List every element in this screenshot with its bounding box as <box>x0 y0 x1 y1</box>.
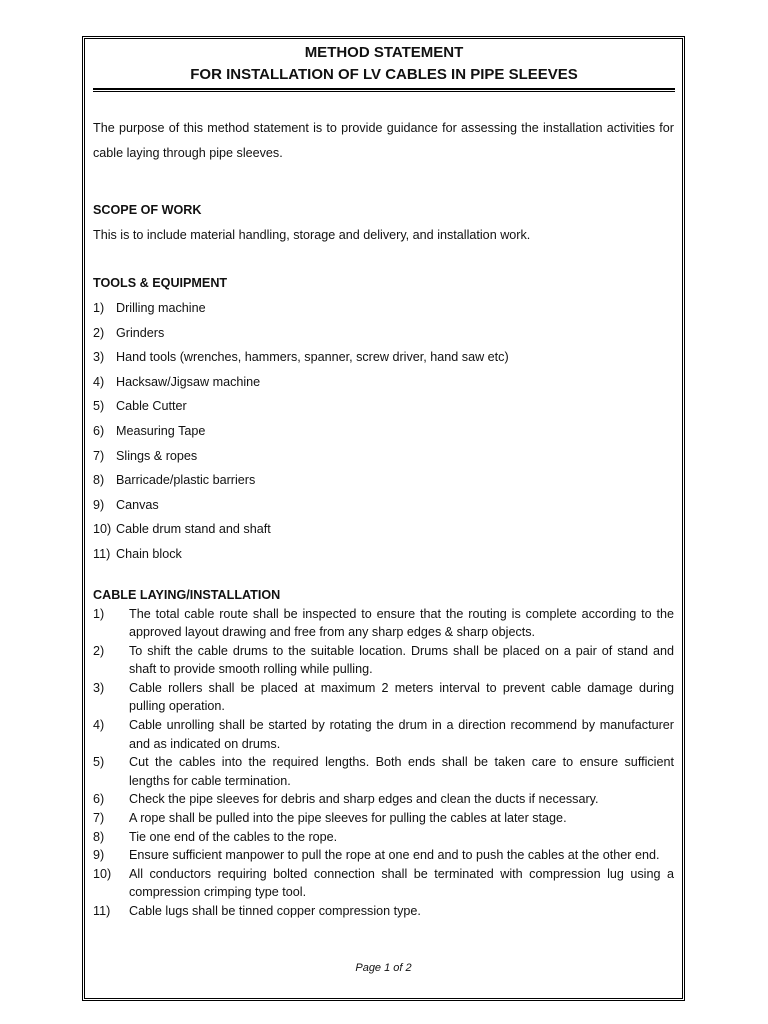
list-item: 2) To shift the cable drums to the suitable location. Drums shall be placed on a pair of stand and shaft to provide smooth rolling while pulling. <box>93 643 674 677</box>
cable-laying-heading: CABLE LAYING/INSTALLATION <box>93 587 281 602</box>
title-line-1: METHOD STATEMENT <box>304 44 464 61</box>
spacer <box>93 567 674 585</box>
list-item: 11) Cable lugs shall be tinned copper compression type. <box>93 904 421 918</box>
list-item: 9) Ensure sufficient manpower to pull the rope at one end and to push the cables at the other end. <box>93 848 660 863</box>
list-item: 8) Tie one end of the cables to the rope. <box>93 829 338 844</box>
spacer <box>93 165 674 198</box>
intro-paragraph: The purpose of this method statement is to provide guidance for assessing the installation activities for cable laying through pipe sleeves. <box>93 121 674 160</box>
list-item: 1) The total cable route shall be inspected to ensure that the routing is complete according to the approved layout drawing and free from any sharp edges & sharp objects. <box>93 606 674 640</box>
list-item: 9) Canvas <box>93 497 159 512</box>
list-item: 4) Hacksaw/Jigsaw machine <box>93 374 261 389</box>
list-item: 6) Measuring Tape <box>93 423 206 438</box>
list-item: 5) Cut the cables into the required lengths. Both ends shall be taken care to ensure sufficient lengths for cable termination. <box>93 755 674 788</box>
list-item: 10) Cable drum stand and shaft <box>93 522 271 537</box>
scope-heading: SCOPE OF WORK <box>93 203 202 218</box>
scope-text: This is to include material handling, storage and delivery, and installation work. <box>93 227 531 242</box>
title-divider <box>93 88 675 92</box>
list-item: 5) Cable Cutter <box>93 399 187 414</box>
spacer <box>93 247 674 271</box>
list-item: 11) Chain block <box>93 546 182 561</box>
cable-laying-list <box>93 605 674 921</box>
list-item: 6) Check the pipe sleeves for debris and sharp edges and clean the ducts if necessary. <box>93 792 599 807</box>
list-item: 8) Barricade/plastic barriers <box>93 473 256 488</box>
list-item: 10) All conductors requiring bolted connection shall be terminated with compression lug using a compression crimping type tool. <box>93 866 674 900</box>
document-title <box>93 42 675 86</box>
list-item: 4) Cable unrolling shall be started by rotating the drum in a direction recommend by manufacturer and as indicated on drums. <box>93 718 674 751</box>
list-item: 1) Drilling machine <box>93 300 206 315</box>
document-body <box>93 116 674 921</box>
list-item: 3) Hand tools (wrenches, hammers, spanner, screw driver, hand saw etc) <box>93 350 509 365</box>
list-item: 2) Grinders <box>93 325 165 340</box>
title-line-2: FOR INSTALLATION OF LV CABLES IN PIPE SLEEVES <box>190 66 578 83</box>
list-item: 7) A rope shall be pulled into the pipe sleeves for pulling the cables at later stage. <box>93 811 567 826</box>
tools-heading: TOOLS & EQUIPMENT <box>93 276 228 291</box>
page-number: Page 1 of 2 <box>355 962 412 974</box>
tools-list <box>93 296 674 567</box>
list-item: 3) Cable rollers shall be placed at maximum 2 meters interval to prevent cable damage during pulling operation. <box>93 680 674 714</box>
list-item: 7) Slings & ropes <box>93 448 198 463</box>
